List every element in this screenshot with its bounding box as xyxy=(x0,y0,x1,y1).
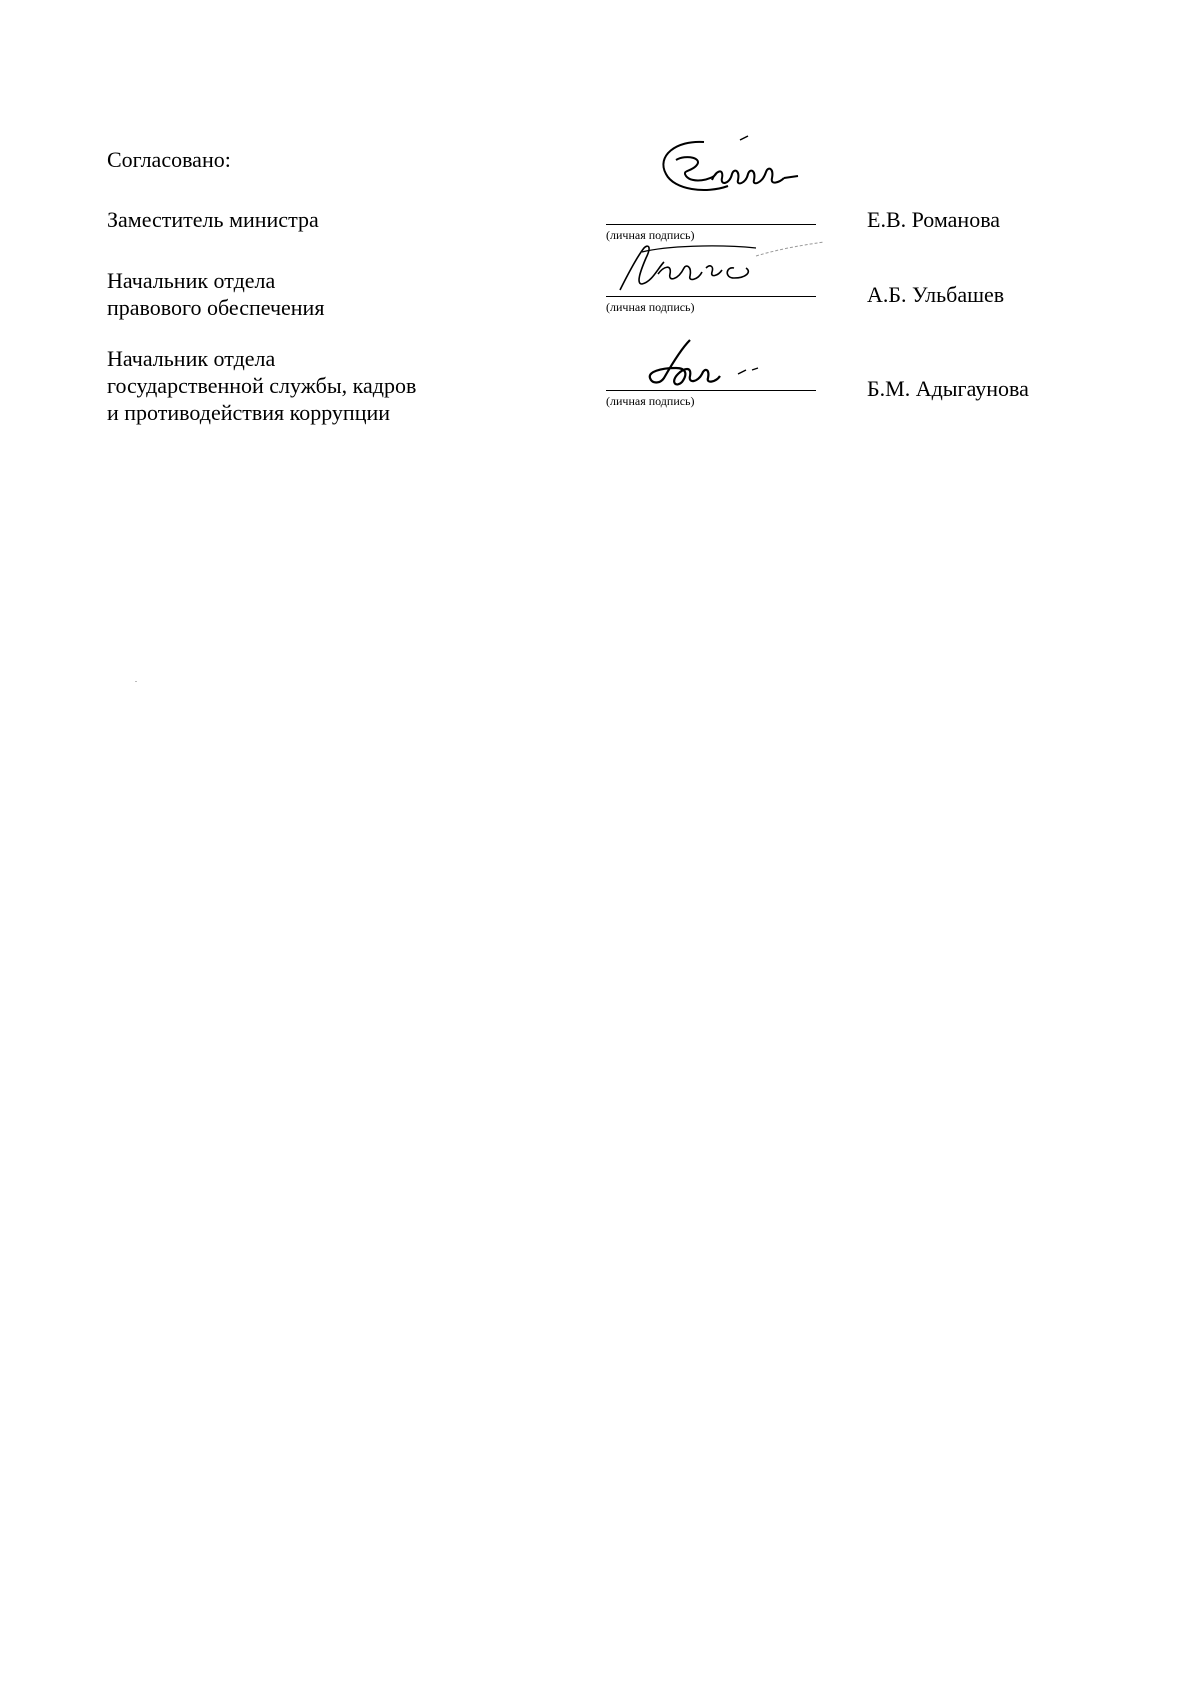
signature-line xyxy=(606,224,816,225)
handwritten-signature xyxy=(646,134,866,214)
signature-line xyxy=(606,296,816,297)
handwritten-signature xyxy=(606,238,836,298)
signature-line xyxy=(606,390,816,391)
signature-caption: (личная подпись) xyxy=(606,300,695,314)
signature-area xyxy=(606,330,816,420)
approver-position: Начальник отдела правового обеспечения xyxy=(107,268,325,320)
approver-name: А.Б. Ульбашев xyxy=(867,282,1005,307)
approver-name: Е.В. Романова xyxy=(867,207,1001,232)
approver-position: Начальник отдела государственной службы, кадров и противодействия коррупции xyxy=(107,346,417,425)
approver-position: Заместитель министра xyxy=(107,207,319,232)
scan-speck xyxy=(135,681,137,682)
signature-caption: (личная подпись) xyxy=(606,228,695,242)
signature-caption: (личная подпись) xyxy=(606,394,695,408)
approver-name: Б.М. Адыгаунова xyxy=(867,376,1029,401)
handwritten-signature xyxy=(626,338,776,398)
signature-area xyxy=(606,240,816,320)
approval-heading: Согласовано: xyxy=(107,147,231,172)
signature-area xyxy=(606,140,816,240)
